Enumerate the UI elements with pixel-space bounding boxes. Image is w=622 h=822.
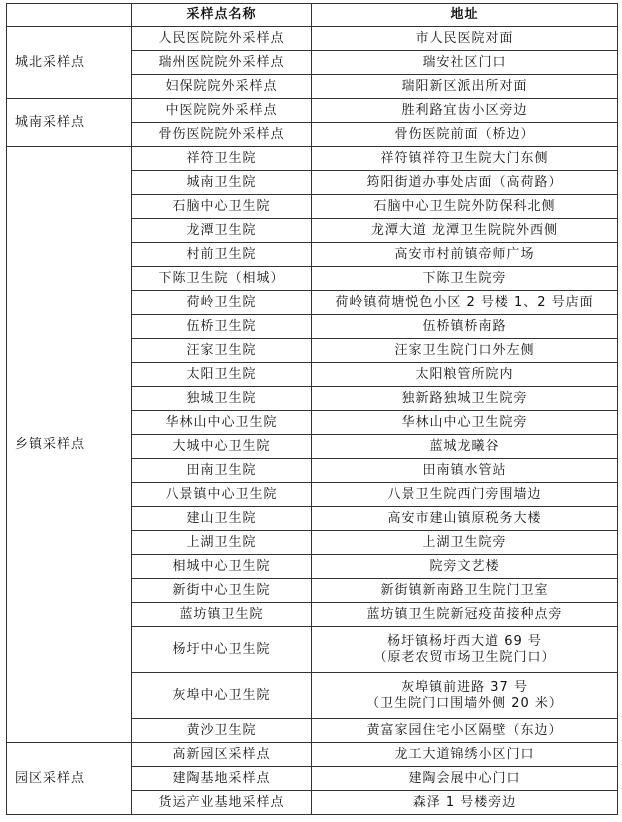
address-line: （原老农贸市场卫生院门口） [373,649,556,665]
region-cell: 城南采样点 [7,99,132,147]
site-name-cell: 八景镇中心卫生院 [132,483,312,507]
site-name-cell: 下陈卫生院（相城） [132,267,312,291]
address-line: 灰埠镇前进路 37 号 [401,679,528,695]
sampling-sites-table [6,3,618,815]
address-cell: 龙潭大道 龙潭卫生院院外西侧 [312,219,618,243]
site-name-cell: 伍桥卫生院 [132,315,312,339]
site-name-cell: 大城中心卫生院 [132,435,312,459]
address-cell: 瑞阳新区派出所对面 [312,75,618,99]
site-name-cell: 龙潭卫生院 [132,219,312,243]
site-name-cell: 灰埠中心卫生院 [132,673,312,719]
site-name-cell: 货运产业基地采样点 [132,791,312,815]
address-cell: 石脑中心卫生院外防保科北侧 [312,195,618,219]
address-cell: 骨伤医院前面（桥边） [312,123,618,147]
address-cell: 汪家卫生院门口外左侧 [312,339,618,363]
address-cell: 祥符镇祥符卫生院大门东侧 [312,147,618,171]
address-cell: 蓝坊镇卫生院新冠疫苗接种点旁 [312,603,618,627]
site-name-cell: 祥符卫生院 [132,147,312,171]
table-body [7,27,618,815]
address-cell: 黄富家园住宅小区隔壁（东边） [312,719,618,743]
address-cell [312,673,618,719]
address-cell: 华林山中心卫生院旁 [312,411,618,435]
address-cell: 下陈卫生院旁 [312,267,618,291]
address-cell: 院旁文艺楼 [312,555,618,579]
region-cell: 城北采样点 [7,27,132,99]
site-name-cell: 相城中心卫生院 [132,555,312,579]
site-name-cell: 建陶基地采样点 [132,767,312,791]
address-cell: 独新路独城卫生院旁 [312,387,618,411]
table-row [7,27,618,51]
address-cell: 伍桥镇桥南路 [312,315,618,339]
address-cell: 市人民医院对面 [312,27,618,51]
site-name-cell: 黄沙卫生院 [132,719,312,743]
table-header-row [7,4,618,27]
table-row [7,147,618,171]
site-name-cell: 杨圩中心卫生院 [132,627,312,673]
site-name-cell: 骨伤医院院外采样点 [132,123,312,147]
address-cell: 筠阳街道办事处店面（高荷路） [312,171,618,195]
address-cell: 上湖卫生院旁 [312,531,618,555]
region-cell: 园区采样点 [7,743,132,815]
site-name-cell: 人民医院院外采样点 [132,27,312,51]
site-name-cell: 新街中心卫生院 [132,579,312,603]
address-cell: 高安市村前镇帝师广场 [312,243,618,267]
address-cell: 建陶会展中心门口 [312,767,618,791]
table-row [7,99,618,123]
header-region [7,4,132,27]
address-cell [312,627,618,673]
address-cell: 荷岭镇荷塘悦色小区 2 号楼 1、2 号店面 [312,291,618,315]
site-name-cell: 荷岭卫生院 [132,291,312,315]
address-cell: 八景卫生院西门旁围墙边 [312,483,618,507]
address-line: 杨圩镇杨圩西大道 69 号 [387,633,542,649]
site-name-cell: 太阳卫生院 [132,363,312,387]
address-cell: 高安市建山镇原税务大楼 [312,507,618,531]
site-name-cell: 石脑中心卫生院 [132,195,312,219]
address-line: （卫生院门口围墙外侧 20 米） [366,695,563,711]
address-cell: 新街镇新南路卫生院门卫室 [312,579,618,603]
site-name-cell: 田南卫生院 [132,459,312,483]
site-name-cell: 建山卫生院 [132,507,312,531]
site-name-cell: 中医院院外采样点 [132,99,312,123]
site-name-cell: 上湖卫生院 [132,531,312,555]
site-name-cell: 华林山中心卫生院 [132,411,312,435]
address-cell: 瑞安社区门口 [312,51,618,75]
site-name-cell: 妇保院院外采样点 [132,75,312,99]
header-site-name: 采样点名称 [132,4,312,27]
address-cell: 胜利路宜齿小区旁边 [312,99,618,123]
site-name-cell: 汪家卫生院 [132,339,312,363]
address-cell: 龙工大道锦绣小区门口 [312,743,618,767]
site-name-cell: 独城卫生院 [132,387,312,411]
header-address: 地址 [312,4,618,27]
address-cell: 田南镇水管站 [312,459,618,483]
address-cell: 蓝城龙曦谷 [312,435,618,459]
site-name-cell: 村前卫生院 [132,243,312,267]
address-cell: 森泽 1 号楼旁边 [312,791,618,815]
table-row [7,743,618,767]
site-name-cell: 高新园区采样点 [132,743,312,767]
site-name-cell: 蓝坊镇卫生院 [132,603,312,627]
address-cell: 太阳粮管所院内 [312,363,618,387]
site-name-cell: 瑞州医院院外采样点 [132,51,312,75]
region-cell: 乡镇采样点 [7,147,132,743]
site-name-cell: 城南卫生院 [132,171,312,195]
